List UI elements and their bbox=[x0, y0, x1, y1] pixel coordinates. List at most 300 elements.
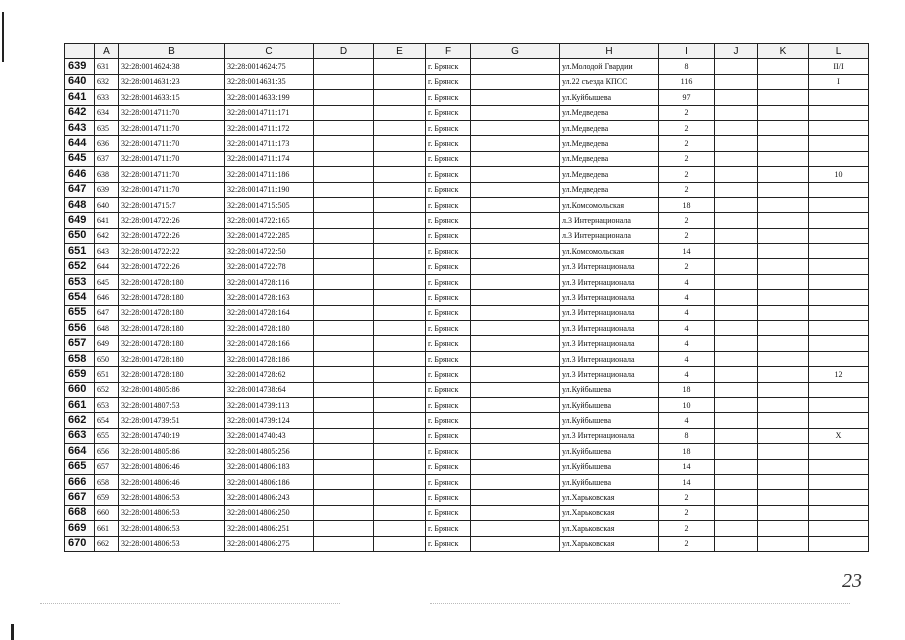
cell-d[interactable] bbox=[314, 367, 374, 382]
cell-g[interactable] bbox=[471, 197, 560, 212]
cell-d[interactable] bbox=[314, 259, 374, 274]
cell-b[interactable]: 32:28:0014633:15 bbox=[119, 90, 225, 105]
cell-i[interactable]: 8 bbox=[659, 59, 715, 74]
cell-e[interactable] bbox=[374, 59, 426, 74]
cell-j[interactable] bbox=[715, 197, 758, 212]
row-number[interactable]: 648 bbox=[65, 197, 95, 212]
cell-f[interactable]: г. Брянск bbox=[426, 397, 471, 412]
cell-l[interactable]: I bbox=[809, 74, 869, 89]
cell-a[interactable]: 639 bbox=[95, 182, 119, 197]
cell-h[interactable]: ул.Харьковская bbox=[560, 490, 659, 505]
row-number[interactable]: 646 bbox=[65, 167, 95, 182]
cell-d[interactable] bbox=[314, 59, 374, 74]
cell-k[interactable] bbox=[758, 244, 809, 259]
cell-i[interactable]: 4 bbox=[659, 351, 715, 366]
cell-k[interactable] bbox=[758, 259, 809, 274]
cell-k[interactable] bbox=[758, 305, 809, 320]
column-header-j[interactable]: J bbox=[715, 44, 758, 59]
cell-k[interactable] bbox=[758, 521, 809, 536]
cell-c[interactable]: 32:28:0014728:186 bbox=[225, 351, 314, 366]
cell-e[interactable] bbox=[374, 351, 426, 366]
cell-l[interactable] bbox=[809, 182, 869, 197]
cell-k[interactable] bbox=[758, 105, 809, 120]
row-number[interactable]: 663 bbox=[65, 428, 95, 443]
cell-a[interactable]: 635 bbox=[95, 120, 119, 135]
cell-g[interactable] bbox=[471, 413, 560, 428]
cell-l[interactable] bbox=[809, 120, 869, 135]
cell-b[interactable]: 32:28:0014711:70 bbox=[119, 151, 225, 166]
cell-l[interactable]: X bbox=[809, 428, 869, 443]
cell-c[interactable]: 32:28:0014806:183 bbox=[225, 459, 314, 474]
cell-d[interactable] bbox=[314, 428, 374, 443]
cell-a[interactable]: 638 bbox=[95, 167, 119, 182]
cell-d[interactable] bbox=[314, 167, 374, 182]
cell-c[interactable]: 32:28:0014715:505 bbox=[225, 197, 314, 212]
column-header-c[interactable]: C bbox=[225, 44, 314, 59]
column-header-f[interactable]: F bbox=[426, 44, 471, 59]
row-number[interactable]: 642 bbox=[65, 105, 95, 120]
row-number[interactable]: 647 bbox=[65, 182, 95, 197]
cell-g[interactable] bbox=[471, 120, 560, 135]
cell-h[interactable]: ул.Куйбышева bbox=[560, 382, 659, 397]
cell-k[interactable] bbox=[758, 151, 809, 166]
cell-b[interactable]: 32:28:0014806:46 bbox=[119, 459, 225, 474]
cell-b[interactable]: 32:28:0014715:7 bbox=[119, 197, 225, 212]
cell-i[interactable]: 2 bbox=[659, 120, 715, 135]
cell-l[interactable] bbox=[809, 228, 869, 243]
cell-e[interactable] bbox=[374, 259, 426, 274]
cell-e[interactable] bbox=[374, 490, 426, 505]
row-number[interactable]: 660 bbox=[65, 382, 95, 397]
cell-j[interactable] bbox=[715, 382, 758, 397]
cell-a[interactable]: 656 bbox=[95, 444, 119, 459]
cell-h[interactable]: ул.Медведева bbox=[560, 105, 659, 120]
cell-e[interactable] bbox=[374, 521, 426, 536]
cell-e[interactable] bbox=[374, 505, 426, 520]
cell-k[interactable] bbox=[758, 213, 809, 228]
cell-c[interactable]: 32:28:0014631:35 bbox=[225, 74, 314, 89]
cell-f[interactable]: г. Брянск bbox=[426, 305, 471, 320]
cell-k[interactable] bbox=[758, 336, 809, 351]
cell-c[interactable]: 32:28:0014739:124 bbox=[225, 413, 314, 428]
cell-j[interactable] bbox=[715, 428, 758, 443]
cell-k[interactable] bbox=[758, 90, 809, 105]
cell-a[interactable]: 648 bbox=[95, 321, 119, 336]
cell-g[interactable] bbox=[471, 74, 560, 89]
cell-e[interactable] bbox=[374, 151, 426, 166]
cell-j[interactable] bbox=[715, 244, 758, 259]
cell-l[interactable] bbox=[809, 536, 869, 551]
cell-c[interactable]: 32:28:0014805:256 bbox=[225, 444, 314, 459]
cell-b[interactable]: 32:28:0014806:53 bbox=[119, 521, 225, 536]
cell-c[interactable]: 32:28:0014728:116 bbox=[225, 274, 314, 289]
cell-e[interactable] bbox=[374, 474, 426, 489]
cell-d[interactable] bbox=[314, 274, 374, 289]
cell-k[interactable] bbox=[758, 74, 809, 89]
cell-c[interactable]: 32:28:0014711:172 bbox=[225, 120, 314, 135]
cell-d[interactable] bbox=[314, 536, 374, 551]
cell-e[interactable] bbox=[374, 120, 426, 135]
cell-h[interactable]: ул.22 съезда КПСС bbox=[560, 74, 659, 89]
cell-e[interactable] bbox=[374, 367, 426, 382]
cell-i[interactable]: 2 bbox=[659, 259, 715, 274]
cell-c[interactable]: 32:28:0014728:62 bbox=[225, 367, 314, 382]
cell-e[interactable] bbox=[374, 336, 426, 351]
cell-j[interactable] bbox=[715, 182, 758, 197]
row-number[interactable]: 640 bbox=[65, 74, 95, 89]
cell-j[interactable] bbox=[715, 305, 758, 320]
row-number[interactable]: 652 bbox=[65, 259, 95, 274]
cell-b[interactable]: 32:28:0014711:70 bbox=[119, 136, 225, 151]
cell-h[interactable]: ул.Медведева bbox=[560, 167, 659, 182]
cell-f[interactable]: г. Брянск bbox=[426, 505, 471, 520]
cell-e[interactable] bbox=[374, 413, 426, 428]
cell-l[interactable] bbox=[809, 336, 869, 351]
cell-j[interactable] bbox=[715, 413, 758, 428]
cell-j[interactable] bbox=[715, 505, 758, 520]
cell-a[interactable]: 654 bbox=[95, 413, 119, 428]
cell-d[interactable] bbox=[314, 151, 374, 166]
cell-a[interactable]: 632 bbox=[95, 74, 119, 89]
cell-f[interactable]: г. Брянск bbox=[426, 105, 471, 120]
cell-j[interactable] bbox=[715, 213, 758, 228]
cell-f[interactable]: г. Брянск bbox=[426, 490, 471, 505]
cell-e[interactable] bbox=[374, 536, 426, 551]
cell-e[interactable] bbox=[374, 90, 426, 105]
cell-j[interactable] bbox=[715, 90, 758, 105]
cell-a[interactable]: 659 bbox=[95, 490, 119, 505]
cell-g[interactable] bbox=[471, 182, 560, 197]
column-header-d[interactable]: D bbox=[314, 44, 374, 59]
cell-i[interactable]: 18 bbox=[659, 382, 715, 397]
cell-e[interactable] bbox=[374, 213, 426, 228]
cell-d[interactable] bbox=[314, 90, 374, 105]
cell-h[interactable]: ул.Медведева bbox=[560, 136, 659, 151]
cell-i[interactable]: 2 bbox=[659, 167, 715, 182]
row-number[interactable]: 657 bbox=[65, 336, 95, 351]
cell-d[interactable] bbox=[314, 505, 374, 520]
cell-g[interactable] bbox=[471, 213, 560, 228]
header-corner[interactable] bbox=[65, 44, 95, 59]
cell-j[interactable] bbox=[715, 136, 758, 151]
cell-b[interactable]: 32:28:0014739:51 bbox=[119, 413, 225, 428]
cell-h[interactable]: ул.Куйбышева bbox=[560, 474, 659, 489]
cell-b[interactable]: 32:28:0014728:180 bbox=[119, 274, 225, 289]
cell-c[interactable]: 32:28:0014728:164 bbox=[225, 305, 314, 320]
cell-l[interactable]: II/I bbox=[809, 59, 869, 74]
cell-j[interactable] bbox=[715, 474, 758, 489]
cell-g[interactable] bbox=[471, 274, 560, 289]
cell-k[interactable] bbox=[758, 274, 809, 289]
cell-a[interactable]: 652 bbox=[95, 382, 119, 397]
cell-i[interactable]: 14 bbox=[659, 474, 715, 489]
cell-c[interactable]: 32:28:0014806:251 bbox=[225, 521, 314, 536]
cell-i[interactable]: 14 bbox=[659, 244, 715, 259]
cell-a[interactable]: 653 bbox=[95, 397, 119, 412]
cell-j[interactable] bbox=[715, 274, 758, 289]
row-number[interactable]: 667 bbox=[65, 490, 95, 505]
cell-b[interactable]: 32:28:0014805:86 bbox=[119, 444, 225, 459]
cell-l[interactable] bbox=[809, 444, 869, 459]
cell-f[interactable]: г. Брянск bbox=[426, 274, 471, 289]
cell-k[interactable] bbox=[758, 167, 809, 182]
cell-a[interactable]: 651 bbox=[95, 367, 119, 382]
cell-a[interactable]: 642 bbox=[95, 228, 119, 243]
cell-d[interactable] bbox=[314, 244, 374, 259]
cell-k[interactable] bbox=[758, 136, 809, 151]
cell-a[interactable]: 631 bbox=[95, 59, 119, 74]
cell-e[interactable] bbox=[374, 74, 426, 89]
cell-d[interactable] bbox=[314, 305, 374, 320]
cell-f[interactable]: г. Брянск bbox=[426, 136, 471, 151]
cell-i[interactable]: 2 bbox=[659, 521, 715, 536]
cell-c[interactable]: 32:28:0014711:190 bbox=[225, 182, 314, 197]
cell-i[interactable]: 4 bbox=[659, 321, 715, 336]
cell-e[interactable] bbox=[374, 321, 426, 336]
cell-b[interactable]: 32:28:0014631:23 bbox=[119, 74, 225, 89]
cell-i[interactable]: 2 bbox=[659, 182, 715, 197]
cell-i[interactable]: 2 bbox=[659, 505, 715, 520]
cell-l[interactable] bbox=[809, 521, 869, 536]
cell-a[interactable]: 647 bbox=[95, 305, 119, 320]
cell-g[interactable] bbox=[471, 444, 560, 459]
cell-g[interactable] bbox=[471, 305, 560, 320]
cell-d[interactable] bbox=[314, 413, 374, 428]
cell-a[interactable]: 640 bbox=[95, 197, 119, 212]
cell-i[interactable]: 4 bbox=[659, 274, 715, 289]
cell-l[interactable]: 12 bbox=[809, 367, 869, 382]
cell-j[interactable] bbox=[715, 259, 758, 274]
cell-i[interactable]: 2 bbox=[659, 136, 715, 151]
cell-k[interactable] bbox=[758, 382, 809, 397]
cell-i[interactable]: 10 bbox=[659, 397, 715, 412]
cell-i[interactable]: 2 bbox=[659, 105, 715, 120]
cell-h[interactable]: ул.Куйбышева bbox=[560, 459, 659, 474]
cell-f[interactable]: г. Брянск bbox=[426, 382, 471, 397]
cell-k[interactable] bbox=[758, 444, 809, 459]
cell-d[interactable] bbox=[314, 74, 374, 89]
row-number[interactable]: 645 bbox=[65, 151, 95, 166]
cell-h[interactable]: ул.3 Интернационала bbox=[560, 305, 659, 320]
cell-g[interactable] bbox=[471, 536, 560, 551]
cell-l[interactable] bbox=[809, 305, 869, 320]
cell-f[interactable]: г. Брянск bbox=[426, 59, 471, 74]
cell-a[interactable]: 662 bbox=[95, 536, 119, 551]
cell-h[interactable]: ул.Комсомольская bbox=[560, 197, 659, 212]
cell-g[interactable] bbox=[471, 136, 560, 151]
cell-l[interactable] bbox=[809, 490, 869, 505]
cell-a[interactable]: 633 bbox=[95, 90, 119, 105]
cell-b[interactable]: 32:28:0014806:46 bbox=[119, 474, 225, 489]
cell-e[interactable] bbox=[374, 382, 426, 397]
cell-b[interactable]: 32:28:0014806:53 bbox=[119, 490, 225, 505]
cell-h[interactable]: ул.3 Интернационала bbox=[560, 367, 659, 382]
cell-g[interactable] bbox=[471, 505, 560, 520]
cell-d[interactable] bbox=[314, 444, 374, 459]
cell-f[interactable]: г. Брянск bbox=[426, 428, 471, 443]
row-number[interactable]: 639 bbox=[65, 59, 95, 74]
cell-f[interactable]: г. Брянск bbox=[426, 474, 471, 489]
cell-f[interactable]: г. Брянск bbox=[426, 444, 471, 459]
cell-l[interactable] bbox=[809, 321, 869, 336]
row-number[interactable]: 665 bbox=[65, 459, 95, 474]
cell-k[interactable] bbox=[758, 474, 809, 489]
cell-k[interactable] bbox=[758, 397, 809, 412]
cell-e[interactable] bbox=[374, 274, 426, 289]
cell-f[interactable]: г. Брянск bbox=[426, 90, 471, 105]
cell-c[interactable]: 32:28:0014728:166 bbox=[225, 336, 314, 351]
cell-h[interactable]: ул.3 Интернационала bbox=[560, 290, 659, 305]
cell-d[interactable] bbox=[314, 351, 374, 366]
cell-f[interactable]: г. Брянск bbox=[426, 197, 471, 212]
cell-j[interactable] bbox=[715, 167, 758, 182]
cell-d[interactable] bbox=[314, 213, 374, 228]
cell-l[interactable] bbox=[809, 474, 869, 489]
cell-c[interactable]: 32:28:0014806:275 bbox=[225, 536, 314, 551]
cell-j[interactable] bbox=[715, 459, 758, 474]
cell-h[interactable]: ул.3 Интернационала bbox=[560, 336, 659, 351]
cell-c[interactable]: 32:28:0014806:243 bbox=[225, 490, 314, 505]
cell-a[interactable]: 660 bbox=[95, 505, 119, 520]
cell-g[interactable] bbox=[471, 490, 560, 505]
cell-k[interactable] bbox=[758, 413, 809, 428]
cell-d[interactable] bbox=[314, 397, 374, 412]
cell-e[interactable] bbox=[374, 228, 426, 243]
column-header-k[interactable]: K bbox=[758, 44, 809, 59]
row-number[interactable]: 661 bbox=[65, 397, 95, 412]
cell-i[interactable]: 97 bbox=[659, 90, 715, 105]
cell-d[interactable] bbox=[314, 321, 374, 336]
column-header-h[interactable]: H bbox=[560, 44, 659, 59]
cell-d[interactable] bbox=[314, 474, 374, 489]
row-number[interactable]: 651 bbox=[65, 244, 95, 259]
row-number[interactable]: 655 bbox=[65, 305, 95, 320]
row-number[interactable]: 669 bbox=[65, 521, 95, 536]
row-number[interactable]: 641 bbox=[65, 90, 95, 105]
cell-f[interactable]: г. Брянск bbox=[426, 521, 471, 536]
cell-k[interactable] bbox=[758, 428, 809, 443]
cell-k[interactable] bbox=[758, 351, 809, 366]
cell-f[interactable]: г. Брянск bbox=[426, 321, 471, 336]
cell-b[interactable]: 32:28:0014722:22 bbox=[119, 244, 225, 259]
column-header-i[interactable]: I bbox=[659, 44, 715, 59]
cell-l[interactable] bbox=[809, 213, 869, 228]
cell-h[interactable]: ул.Молодой Гвардии bbox=[560, 59, 659, 74]
cell-g[interactable] bbox=[471, 521, 560, 536]
cell-d[interactable] bbox=[314, 336, 374, 351]
cell-g[interactable] bbox=[471, 397, 560, 412]
cell-b[interactable]: 32:28:0014711:70 bbox=[119, 167, 225, 182]
cell-j[interactable] bbox=[715, 59, 758, 74]
cell-i[interactable]: 4 bbox=[659, 290, 715, 305]
cell-l[interactable]: 10 bbox=[809, 167, 869, 182]
cell-g[interactable] bbox=[471, 105, 560, 120]
cell-a[interactable]: 649 bbox=[95, 336, 119, 351]
cell-g[interactable] bbox=[471, 90, 560, 105]
cell-c[interactable]: 32:28:0014728:163 bbox=[225, 290, 314, 305]
cell-b[interactable]: 32:28:0014740:19 bbox=[119, 428, 225, 443]
cell-a[interactable]: 634 bbox=[95, 105, 119, 120]
cell-b[interactable]: 32:28:0014728:180 bbox=[119, 290, 225, 305]
cell-l[interactable] bbox=[809, 197, 869, 212]
cell-d[interactable] bbox=[314, 120, 374, 135]
column-header-b[interactable]: B bbox=[119, 44, 225, 59]
cell-d[interactable] bbox=[314, 290, 374, 305]
cell-l[interactable] bbox=[809, 244, 869, 259]
cell-l[interactable] bbox=[809, 259, 869, 274]
cell-e[interactable] bbox=[374, 397, 426, 412]
row-number[interactable]: 654 bbox=[65, 290, 95, 305]
cell-e[interactable] bbox=[374, 197, 426, 212]
cell-j[interactable] bbox=[715, 290, 758, 305]
cell-k[interactable] bbox=[758, 197, 809, 212]
cell-f[interactable]: г. Брянск bbox=[426, 151, 471, 166]
cell-h[interactable]: ул.3 Интернационала bbox=[560, 351, 659, 366]
cell-g[interactable] bbox=[471, 228, 560, 243]
cell-h[interactable]: ул.3 Интернационала bbox=[560, 259, 659, 274]
cell-a[interactable]: 646 bbox=[95, 290, 119, 305]
cell-j[interactable] bbox=[715, 151, 758, 166]
cell-k[interactable] bbox=[758, 321, 809, 336]
cell-l[interactable] bbox=[809, 382, 869, 397]
cell-c[interactable]: 32:28:0014711:173 bbox=[225, 136, 314, 151]
cell-k[interactable] bbox=[758, 459, 809, 474]
cell-i[interactable]: 2 bbox=[659, 151, 715, 166]
cell-d[interactable] bbox=[314, 490, 374, 505]
cell-b[interactable]: 32:28:0014806:53 bbox=[119, 505, 225, 520]
cell-l[interactable] bbox=[809, 290, 869, 305]
cell-l[interactable] bbox=[809, 90, 869, 105]
cell-f[interactable]: г. Брянск bbox=[426, 213, 471, 228]
cell-k[interactable] bbox=[758, 228, 809, 243]
cell-c[interactable]: 32:28:0014711:174 bbox=[225, 151, 314, 166]
cell-h[interactable]: ул.3 Интернационала bbox=[560, 321, 659, 336]
cell-c[interactable]: 32:28:0014806:250 bbox=[225, 505, 314, 520]
cell-g[interactable] bbox=[471, 367, 560, 382]
cell-d[interactable] bbox=[314, 228, 374, 243]
cell-k[interactable] bbox=[758, 367, 809, 382]
cell-c[interactable]: 32:28:0014633:199 bbox=[225, 90, 314, 105]
cell-l[interactable] bbox=[809, 413, 869, 428]
cell-k[interactable] bbox=[758, 120, 809, 135]
cell-h[interactable]: ул.Харьковская bbox=[560, 536, 659, 551]
cell-f[interactable]: г. Брянск bbox=[426, 536, 471, 551]
cell-g[interactable] bbox=[471, 167, 560, 182]
cell-b[interactable]: 32:28:0014728:180 bbox=[119, 367, 225, 382]
row-number[interactable]: 656 bbox=[65, 321, 95, 336]
cell-d[interactable] bbox=[314, 136, 374, 151]
cell-c[interactable]: 32:28:0014738:64 bbox=[225, 382, 314, 397]
cell-c[interactable]: 32:28:0014740:43 bbox=[225, 428, 314, 443]
cell-g[interactable] bbox=[471, 151, 560, 166]
cell-h[interactable]: ул.Куйбышева bbox=[560, 444, 659, 459]
cell-a[interactable]: 645 bbox=[95, 274, 119, 289]
row-number[interactable]: 650 bbox=[65, 228, 95, 243]
cell-h[interactable]: ул.Харьковская bbox=[560, 521, 659, 536]
cell-l[interactable] bbox=[809, 459, 869, 474]
cell-j[interactable] bbox=[715, 351, 758, 366]
cell-c[interactable]: 32:28:0014722:165 bbox=[225, 213, 314, 228]
row-number[interactable]: 643 bbox=[65, 120, 95, 135]
row-number[interactable]: 664 bbox=[65, 444, 95, 459]
cell-i[interactable]: 18 bbox=[659, 197, 715, 212]
cell-i[interactable]: 4 bbox=[659, 413, 715, 428]
cell-j[interactable] bbox=[715, 336, 758, 351]
cell-h[interactable]: ул.Медведева bbox=[560, 182, 659, 197]
cell-c[interactable]: 32:28:0014711:171 bbox=[225, 105, 314, 120]
cell-c[interactable]: 32:28:0014624:75 bbox=[225, 59, 314, 74]
cell-f[interactable]: г. Брянск bbox=[426, 413, 471, 428]
